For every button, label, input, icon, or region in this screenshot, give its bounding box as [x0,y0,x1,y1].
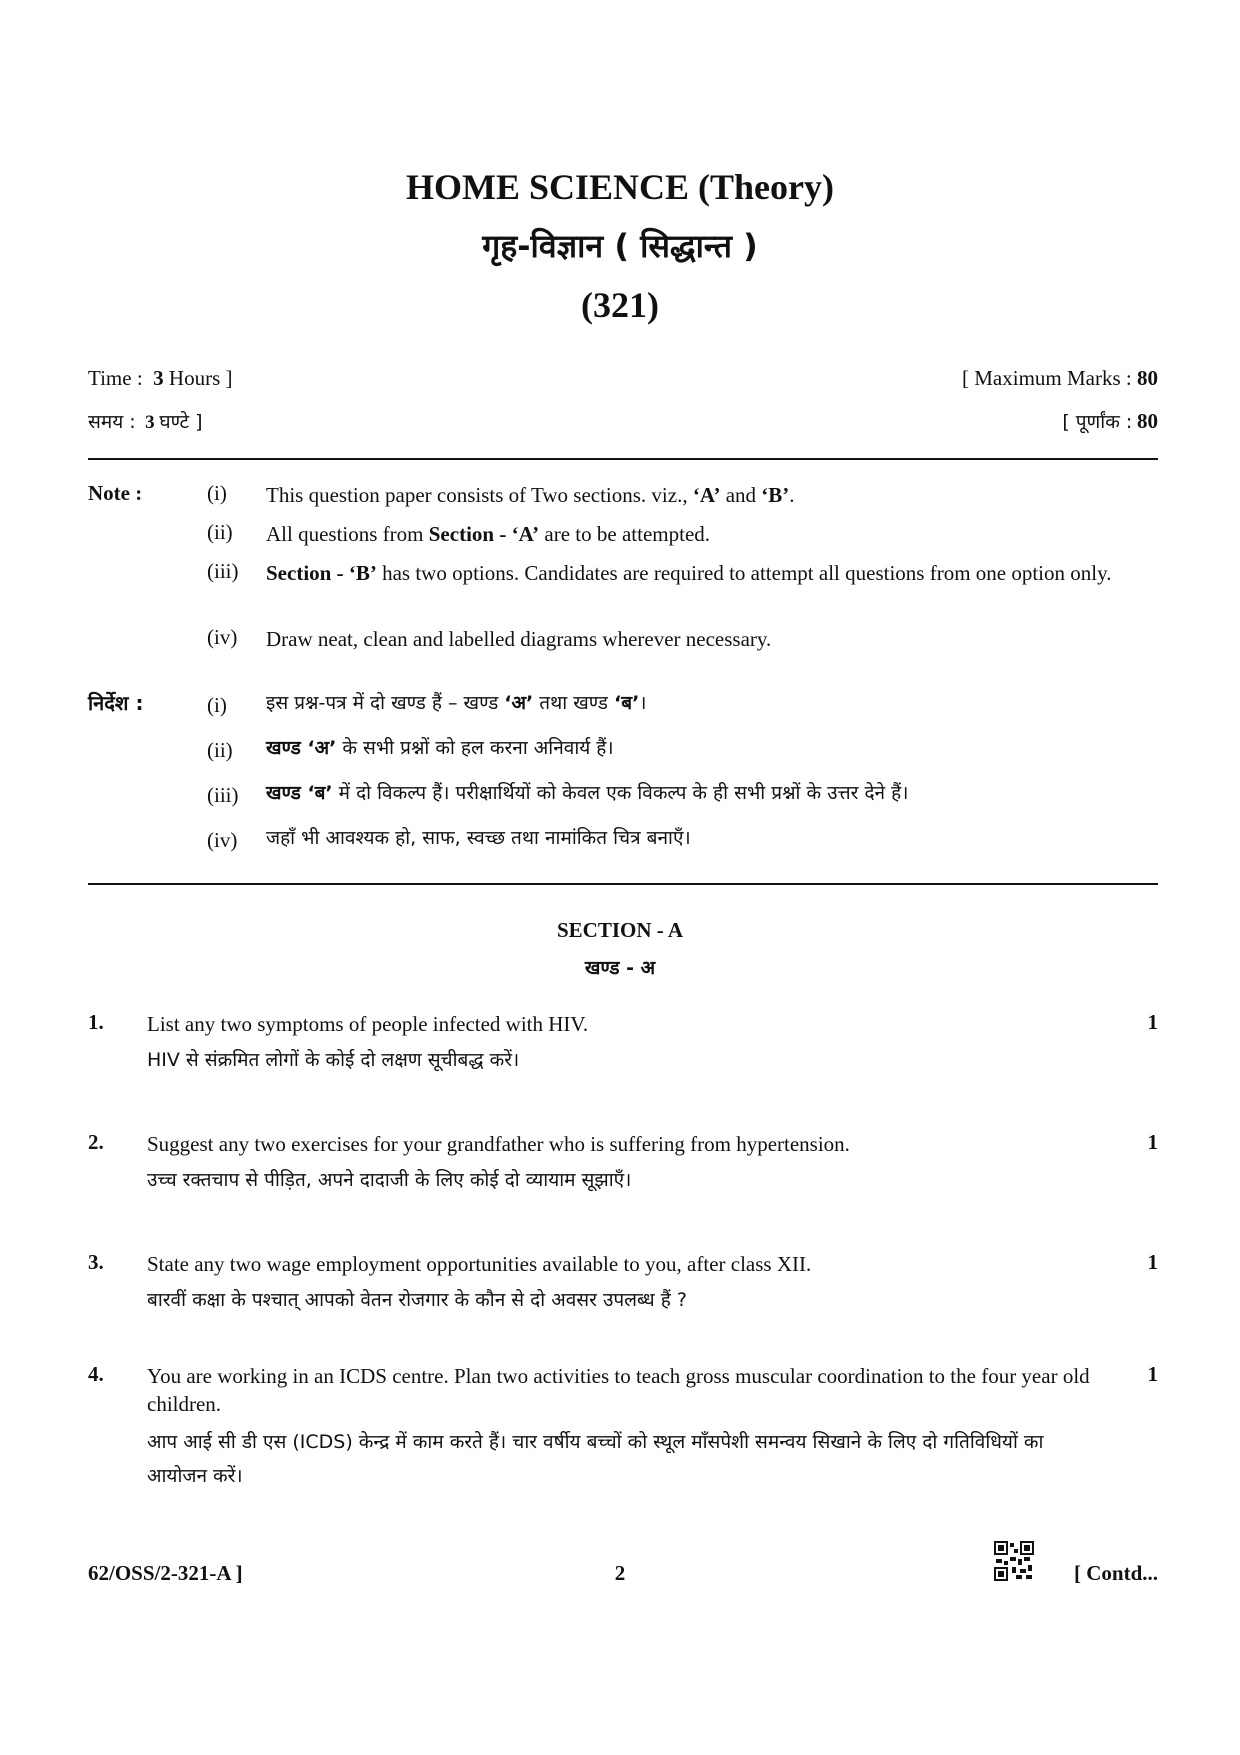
paper-title: HOME SCIENCE (Theory) [405,167,834,207]
note-item: All questions from Section - ‘A’ are to be attempted. [266,522,711,546]
question-text-hindi: आप आई सी डी एस (ICDS) केन्द्र में काम करते हैं। चार वर्षीय बच्चों को स्थूल माँसपेशी समन्वय सिखाने के लिए दो गतिविधियों का आयोजन करें। [147,1431,1044,1487]
paper-title-hindi: गृह-विज्ञान ( सिद्धान्त ) [482,227,758,265]
question-text-hindi: उच्च रक्तचाप से पीड़ित, अपने दादाजी के लिए कोई दो व्यायाम सूझाएँ। [147,1169,632,1191]
question-text: List any two symptoms of people infected with HIV. [147,1012,589,1036]
time-hi: समय : 3 घण्टे ] [88,411,203,433]
question-text-hindi: बारवीं कक्षा के पश्चात् आपको वेतन रोजगार के कौन से दो अवसर उपलब्ध हैं ? [147,1289,687,1311]
note-number: (i) [207,693,227,717]
paper-code: (321) [581,285,659,325]
note-item: This question paper consists of Two sections. viz., ‘A’ and ‘B’. [266,483,795,507]
note-item-hindi: जहाँ भी आवश्यक हो, साफ, स्वच्छ तथा नामांकित चित्र बनाएँ। [266,827,691,849]
question-text: State any two wage employment opportunities available to you, after class XII. [147,1252,812,1276]
section-title-hindi: खण्ड - अ [584,957,656,979]
page-number: 2 [614,1561,626,1585]
note-number: (ii) [207,520,233,544]
continued-label: [ Contd... [1073,1561,1158,1585]
question-text: You are working in an ICDS centre. Plan two activities to teach gross muscular coordination to the four year old children. [147,1364,1090,1416]
note-item: Draw neat, clean and labelled diagrams wherever necessary. [266,627,772,651]
question-text: Suggest any two exercises for your grandfather who is suffering from hypertension. [147,1132,850,1156]
note-number: (iii) [207,559,239,583]
question-marks: 1 [1147,1362,1158,1386]
note-item-hindi: खण्ड ‘अ’ के सभी प्रश्नों को हल करना अनिवार्य हैं। [266,737,614,759]
section-title: SECTION - A [556,918,684,942]
note-number: (iv) [207,625,238,649]
question-number: 1. [88,1010,104,1034]
question-marks: 1 [1147,1250,1158,1274]
question-marks: 1 [1147,1130,1158,1154]
note-item-hindi: खण्ड ‘ब’ में दो विकल्प हैं। परीक्षार्थियों को केवल एक विकल्प के ही सभी प्रश्नों के उत्तर देने हैं। [266,782,909,804]
note-number: (i) [207,481,227,505]
question-text-hindi: HIV से संक्रमित लोगों के कोई दो लक्षण सूचीबद्ध करें। [147,1049,520,1071]
question-number: 3. [88,1250,104,1274]
note-item-hindi: इस प्रश्न-पत्र में दो खण्ड हैं – खण्ड ‘अ’ तथा खण्ड ‘ब’। [266,692,647,714]
divider-top [88,458,1158,460]
time-en: Time : 3 Hours ] [88,366,233,390]
question-number: 2. [88,1130,104,1154]
note-number: (iv) [207,828,238,852]
note-label: Note : [88,481,143,505]
note-label-hindi: निर्देश : [88,691,144,715]
divider-bottom [88,883,1158,885]
max-marks-hi: [ पूर्णांक : 80 [1062,409,1158,433]
note-number: (ii) [207,738,233,762]
note-item: Section - ‘B’ has two options. Candidates are required to attempt all questions from one option only. [266,561,1112,585]
question-number: 4. [88,1362,104,1386]
footer-paper-code: 62/OSS/2-321-A ] [88,1561,243,1585]
note-number: (iii) [207,783,239,807]
qr-code-icon [994,1541,1034,1581]
max-marks-en: [ Maximum Marks : 80 [962,366,1158,390]
question-marks: 1 [1147,1010,1158,1034]
